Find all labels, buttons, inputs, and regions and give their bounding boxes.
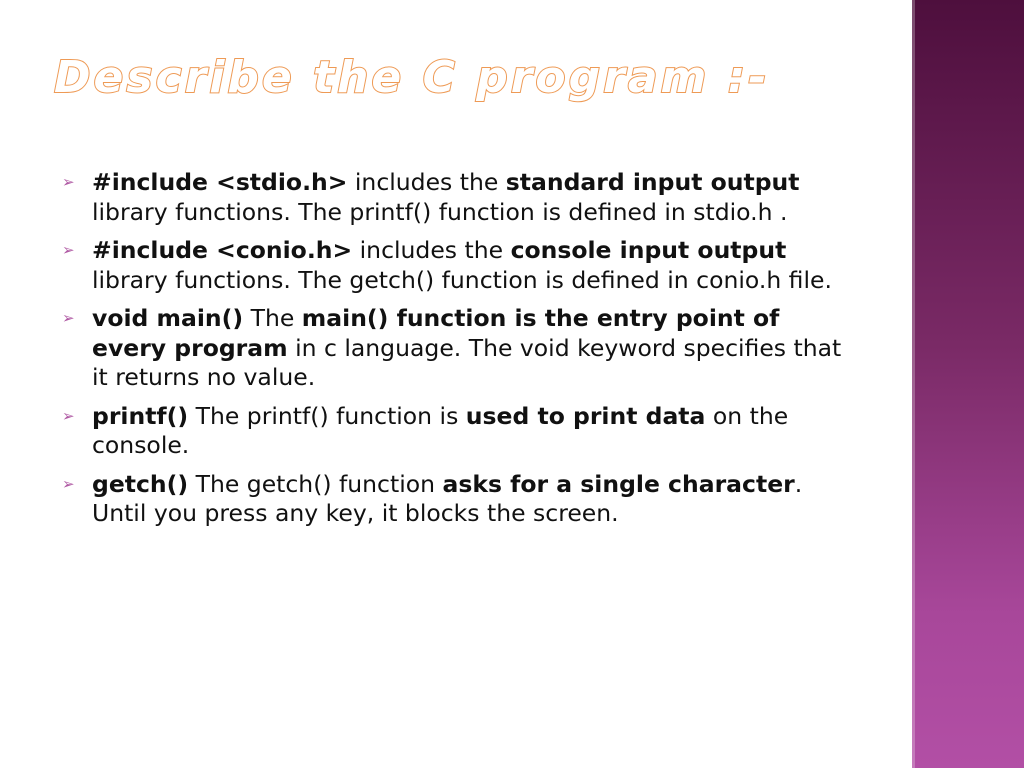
plain-text: includes the [352, 236, 511, 264]
plain-text: library functions. The getch() function is defined in conio.h file. [92, 265, 832, 294]
bullet-list [60, 168, 860, 538]
bullet-item [60, 402, 860, 461]
arrow-bullet-icon: ➢ [62, 406, 75, 425]
arrow-bullet-icon: ➢ [62, 309, 75, 327]
plain-text: The [243, 304, 302, 332]
plain-text: library functions. The printf() function is defined in stdio.h . [92, 197, 788, 226]
plain-text: includes the [347, 168, 506, 196]
bold-text: void main() [92, 304, 244, 332]
plain-text: on the console. [92, 401, 789, 459]
bullet-item [60, 236, 860, 295]
bullet-text [92, 402, 788, 460]
arrow-bullet-icon: ➢ [62, 173, 75, 191]
plain-text: The printf() function is [188, 401, 466, 430]
bold-text: used to print data [465, 401, 706, 430]
decorative-side-bar [912, 0, 1024, 768]
bold-text: console input output [510, 236, 787, 264]
bullet-item [60, 304, 860, 393]
bullet-text [92, 304, 841, 391]
bullet-text [92, 236, 832, 294]
bold-text: asks for a single character [442, 469, 795, 498]
plain-text: . Until you press any key, it blocks the screen. [92, 469, 803, 527]
bullet-item [60, 168, 860, 227]
arrow-bullet-icon: ➢ [62, 474, 75, 493]
slide-title: Describe the C program :- [54, 52, 770, 103]
bullet-text [92, 168, 800, 226]
bold-text: standard input output [505, 168, 800, 196]
bold-text: main() function is the entry point of every program [92, 304, 780, 362]
plain-text: in c language. The void keyword specifies that it returns no value. [92, 333, 842, 391]
bold-text: getch() [92, 469, 189, 498]
bold-text: #include <conio.h> [92, 236, 353, 264]
plain-text: The getch() function [188, 469, 443, 498]
bullet-text [92, 470, 802, 528]
bullet-item [60, 470, 860, 529]
bold-text: #include <stdio.h> [92, 168, 348, 196]
arrow-bullet-icon: ➢ [62, 241, 75, 259]
bold-text: printf() [92, 401, 189, 430]
